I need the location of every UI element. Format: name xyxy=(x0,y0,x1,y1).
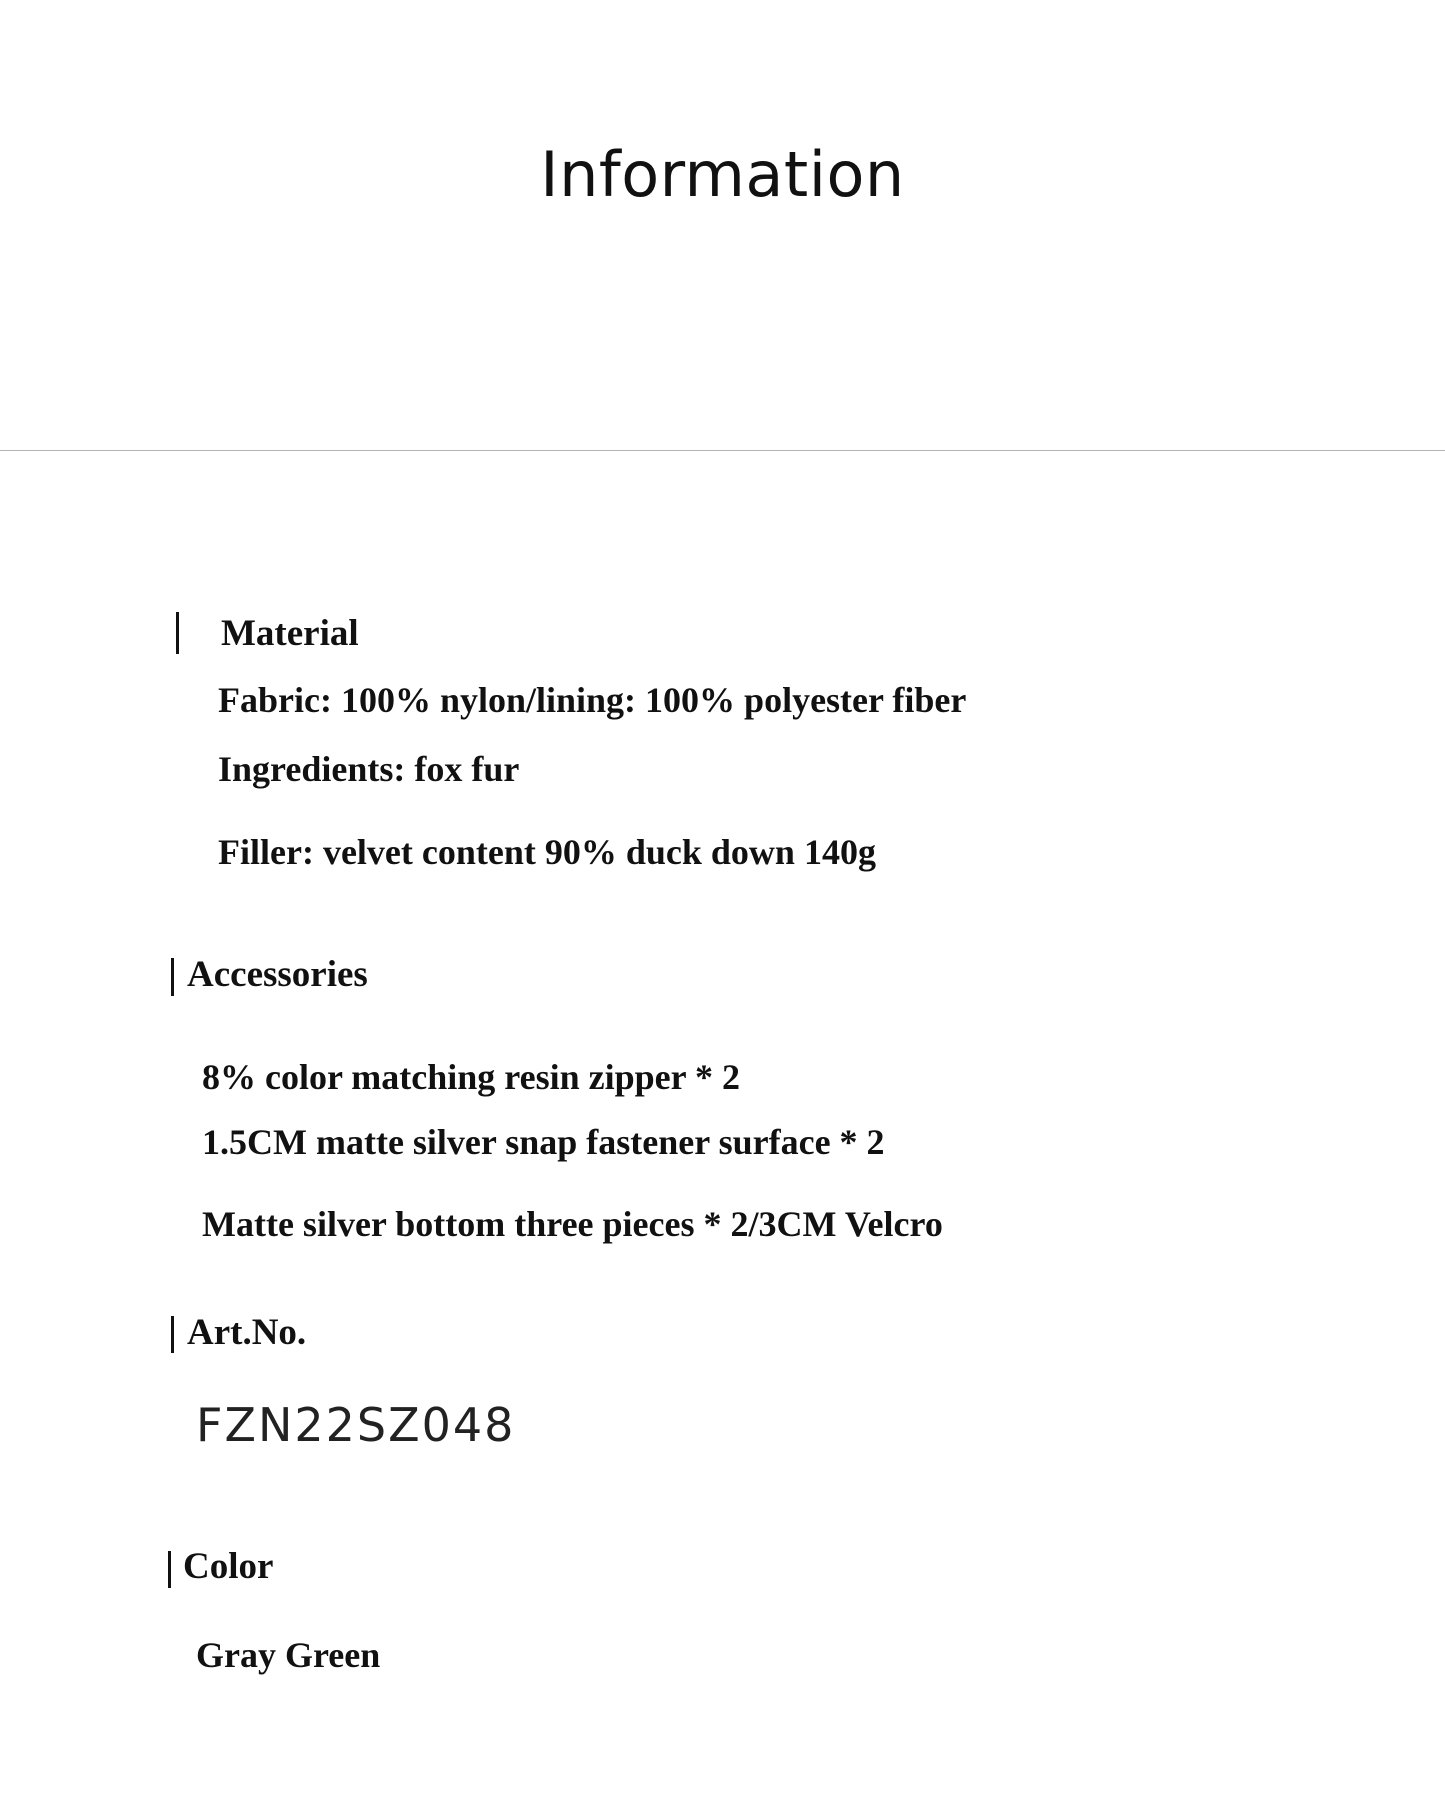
accessories-line-snap-fastener: 1.5CM matte silver snap fastener surface * 2 xyxy=(202,1122,885,1162)
art-no-value: FZN22SZ048 xyxy=(196,1398,516,1452)
accessories-line-velcro: Matte silver bottom three pieces * 2/3CM Velcro xyxy=(202,1204,943,1244)
color-heading-bar xyxy=(168,1551,171,1588)
page-title: Information xyxy=(540,138,905,211)
material-line-filler: Filler: velvet content 90% duck down 140g xyxy=(218,832,876,872)
color-heading: Color xyxy=(183,1546,274,1587)
material-line-fabric: Fabric: 100% nylon/lining: 100% polyester fiber xyxy=(218,680,967,720)
art-no-heading-bar xyxy=(171,1316,174,1353)
header-divider xyxy=(0,450,1445,451)
accessories-heading: Accessories xyxy=(187,954,368,995)
material-line-ingredients: Ingredients: fox fur xyxy=(218,749,520,789)
art-no-heading: Art.No. xyxy=(187,1312,307,1353)
accessories-heading-bar xyxy=(171,958,174,996)
material-heading: Material xyxy=(221,613,359,654)
accessories-line-zipper: 8% color matching resin zipper * 2 xyxy=(202,1057,740,1097)
material-heading-bar xyxy=(176,612,179,654)
color-value: Gray Green xyxy=(196,1635,381,1675)
